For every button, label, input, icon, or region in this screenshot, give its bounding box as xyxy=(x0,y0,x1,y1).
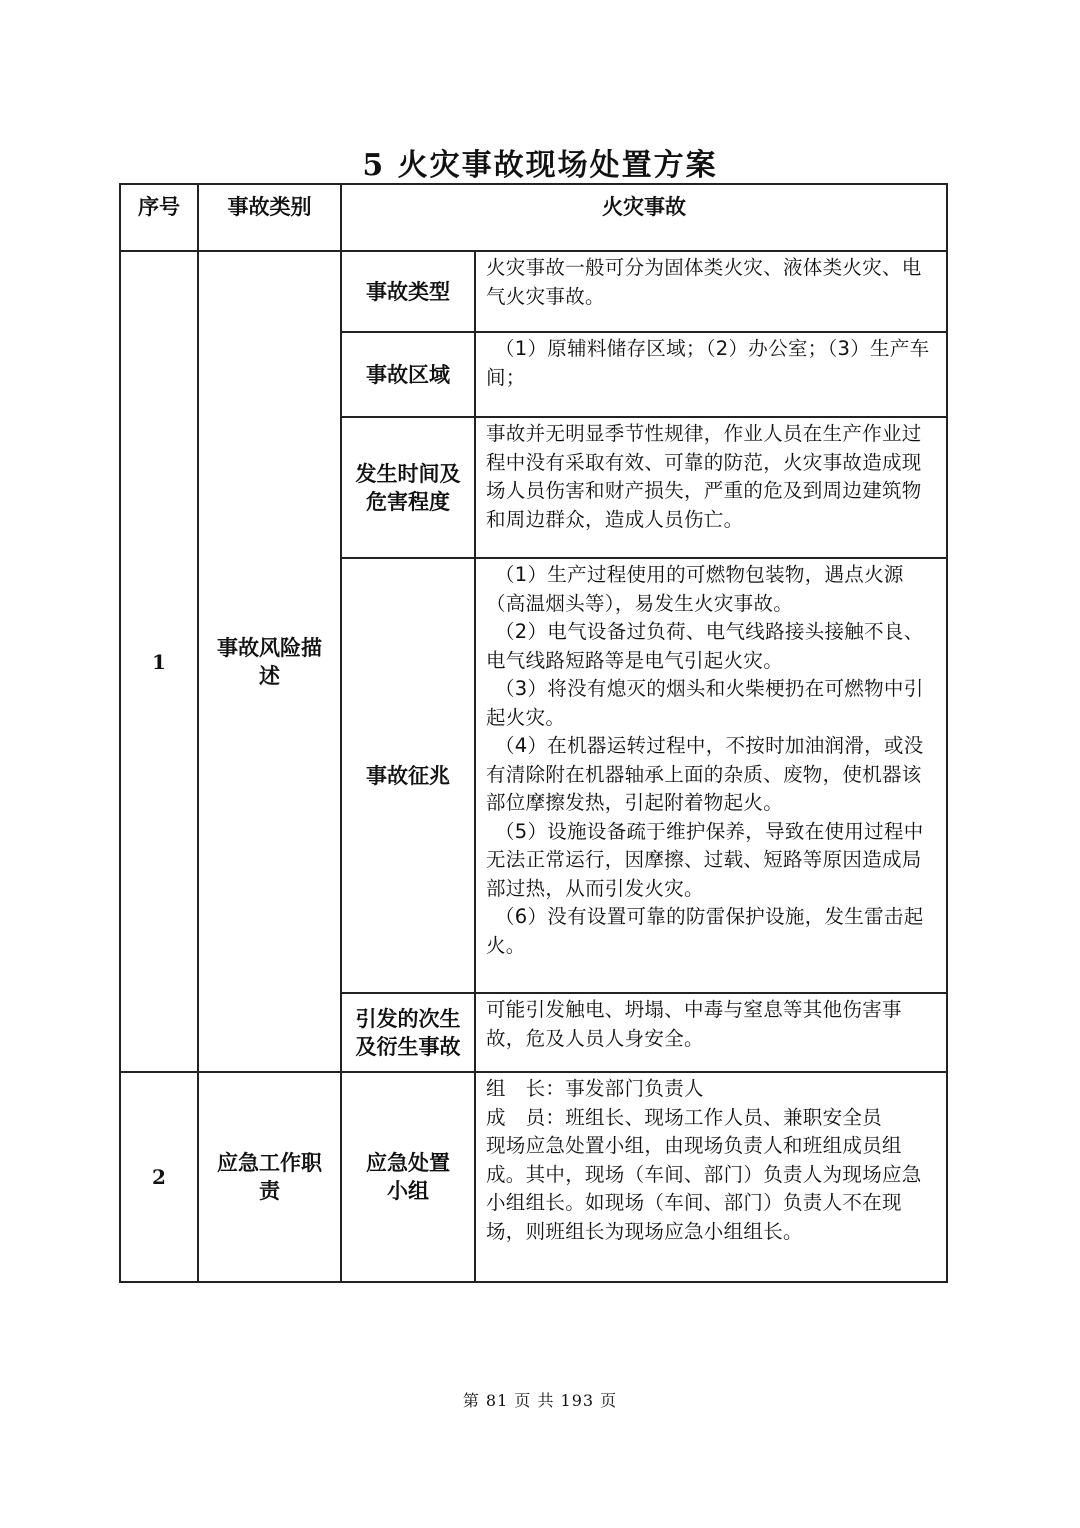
row-label xyxy=(342,252,474,331)
row-label-text: 应急处置小组 xyxy=(366,1151,450,1203)
row-label xyxy=(342,418,474,557)
content-line: 事故并无明显季节性规律，作业人员在生产作业过程中没有采取有效、可靠的防范，火灾事故造成现场人员伤害和财产损失，严重的危及到周边建筑物和周边群众，造成人员伤亡。 xyxy=(486,422,922,531)
row-content xyxy=(476,994,946,1071)
row-label xyxy=(342,994,474,1071)
header-content: 火灾事故 xyxy=(602,194,686,219)
page-number: 第 81 页 共 193 页 xyxy=(462,1391,618,1410)
row-label-text: 事故类型 xyxy=(366,279,450,304)
content-line: 成 员：班组长、现场工作人员、兼职安全员 xyxy=(486,1105,883,1129)
content-line: （6）没有设置可靠的防雷保护设施，发生雷击起火。 xyxy=(486,905,924,957)
row-label-text: 事故区域 xyxy=(366,362,450,387)
row-label-text: 发生时间及危害程度 xyxy=(355,461,461,514)
content-line: （5）设施设备疏于维护保养，导致在使用过程中无法正常运行，因摩擦、过载、短路等原因造成局部过热，从而引发火灾。 xyxy=(486,819,924,900)
content-line: （1）生产过程使用的可燃物包装物，遇点火源（高温烟头等），易发生火灾事故。 xyxy=(486,563,904,615)
section-2-category xyxy=(199,1073,340,1281)
header-no: 序号 xyxy=(138,194,180,219)
section-1-category-text: 事故风险描述 xyxy=(217,635,322,688)
row-label xyxy=(342,333,474,416)
section-2-category-text: 应急工作职责 xyxy=(217,1151,322,1203)
row-label xyxy=(342,1073,474,1281)
section-1-number: 1 xyxy=(152,649,166,674)
row-content xyxy=(476,418,946,557)
row-content xyxy=(476,252,946,331)
content-line: （2）电气设备过负荷、电气线路接头接触不良、电气线路短路等是电气引起火灾。 xyxy=(486,620,924,672)
row-content xyxy=(476,333,946,416)
section-2-number: 2 xyxy=(152,1165,166,1189)
table-border-bottom xyxy=(119,1281,948,1283)
content-line: 可能引发触电、坍塌、中毒与窒息等其他伤害事故，危及人员人身安全。 xyxy=(486,998,902,1050)
page-title: 5 火灾事故现场处置方案 xyxy=(362,148,718,183)
content-line: 现场应急处置小组，由现场负责人和班组成员组成。其中，现场（车间、部门）负责人为现场应急小组组长。如现场（车间、部门）负责人不在现场，则班组长为现场应急小组组长。 xyxy=(486,1134,922,1243)
header-category: 事故类别 xyxy=(227,194,312,219)
content-line: 组 长：事发部门负责人 xyxy=(486,1077,704,1100)
row-content xyxy=(476,559,946,992)
row-content xyxy=(476,1073,946,1281)
section-1-category xyxy=(199,252,340,1071)
row-label-text: 事故征兆 xyxy=(366,763,450,788)
content-line: 火灾事故一般可分为固体类火灾、液体类火灾、电气火灾事故。 xyxy=(486,256,922,308)
table-border-right xyxy=(946,183,948,1283)
content-line: （1）原辅料储存区域；（2）办公室；（3）生产车间； xyxy=(486,337,930,389)
row-label-text: 引发的次生及衍生事故 xyxy=(355,1006,461,1059)
row-label xyxy=(342,559,474,992)
content-line: （4）在机器运转过程中，不按时加油润滑，或没有清除附在机器轴承上面的杂质、废物，使机器该部位摩擦发热，引起附着物起火。 xyxy=(486,734,924,814)
content-line: （3）将没有熄灭的烟头和火柴梗扔在可燃物中引起火灾。 xyxy=(486,677,924,729)
